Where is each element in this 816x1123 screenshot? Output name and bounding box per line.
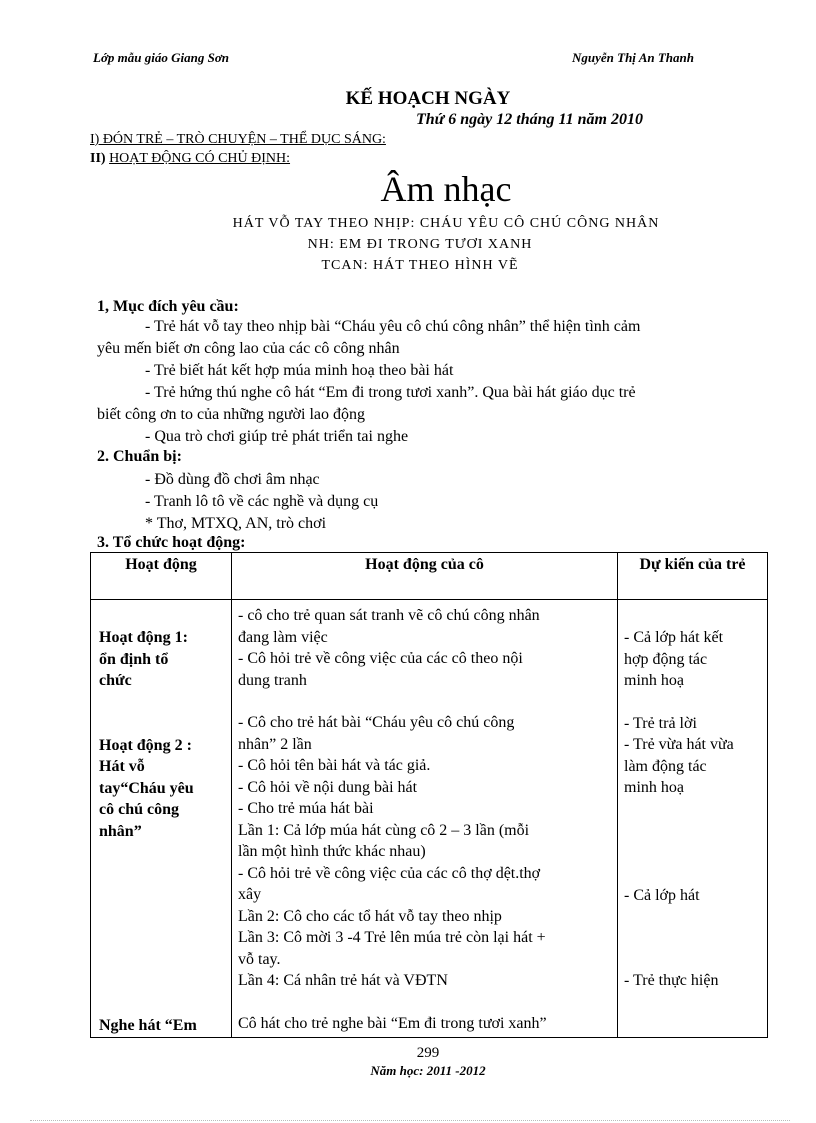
teacher-2-line-12: vỗ tay. xyxy=(238,950,281,968)
section-welcome: I) ĐÓN TRẺ – TRÒ CHUYỆN – THỂ DỤC SÁNG: xyxy=(90,132,386,147)
purpose-line-2: yêu mến biết ơn công lao của các cô công nhân xyxy=(97,340,400,357)
children-2-line-4: minh hoạ xyxy=(624,779,684,796)
children-2-line-3: làm động tác xyxy=(624,757,707,775)
header-school: Lớp mẫu giáo Giang Sơn xyxy=(93,50,230,65)
purpose-line-6: - Qua trò chơi giúp trẻ phát triển tai nghe xyxy=(145,428,409,445)
table-header-row xyxy=(91,553,768,600)
teacher-3-line-1: Cô hát cho trẻ nghe bài “Em đi trong tươi xanh” xyxy=(238,1014,547,1032)
section-activity-label: HOẠT ĐỘNG CÓ CHỦ ĐỊNH: xyxy=(109,151,291,166)
children-3-line-1: - Cả lớp hát xyxy=(624,886,700,904)
teacher-2-line-1: - Cô cho trẻ hát bài “Cháu yêu cô chú công xyxy=(238,714,515,731)
purpose-line-4: - Trẻ hứng thú nghe cô hát “Em đi trong tươi xanh”. Qua bài hát giáo dục trẻ xyxy=(145,384,636,401)
prep-heading: 2. Chuẩn bị: xyxy=(97,448,182,465)
teacher-2-line-5: - Cho trẻ múa hát bài xyxy=(238,800,374,817)
teacher-2-line-7: lần một hình thức khác nhau) xyxy=(238,843,426,860)
activity-2-line-1: Hoạt động 2 : xyxy=(99,736,192,754)
activity-1-line-2: ổn định tổ xyxy=(99,650,169,668)
page-number: 299 xyxy=(416,1045,440,1061)
page-title: KẾ HOẠCH NGÀY xyxy=(345,88,511,109)
teacher-1-line-4: dung tranh xyxy=(238,671,307,689)
organization-heading: 3. Tổ chức hoạt động: xyxy=(97,534,246,551)
date-line: Thứ 6 ngày 12 tháng 11 năm 2010 xyxy=(416,111,643,128)
children-1-line-1: - Cả lớp hát kết xyxy=(624,629,724,646)
purpose-line-1: - Trẻ hát vỗ tay theo nhịp bài “Cháu yêu cô chú công nhân” thể hiện tình cảm xyxy=(145,318,641,335)
bottom-divider xyxy=(30,1120,790,1121)
purpose-line-5: biết công ơn to của những người lao động xyxy=(97,406,365,423)
section-activity xyxy=(90,151,290,167)
col-activity xyxy=(91,600,232,1038)
activity-2-line-3: tay“Cháu yêu xyxy=(99,779,194,797)
activity-2-line-2: Hát vỗ xyxy=(99,758,145,775)
teacher-1-line-1: - cô cho trẻ quan sát tranh vẽ cô chú công nhân xyxy=(238,607,540,624)
teacher-2-line-2: nhân” 2 lần xyxy=(238,735,312,753)
school-year: Năm học: 2011 -2012 xyxy=(370,1063,486,1078)
activity-2-line-4: cô chú công xyxy=(99,801,179,818)
activity-1-line-3: chức xyxy=(99,672,132,689)
subtitle-1: HÁT VỖ TAY THEO NHỊP: CHÁU YÊU CÔ CHÚ CÔNG NHÂN xyxy=(232,216,660,231)
prep-line-1: - Đồ dùng đồ chơi âm nhạc xyxy=(145,471,320,488)
table-body-row xyxy=(91,600,768,1038)
header-activity: Hoạt động xyxy=(91,553,232,600)
subtitle-3: TCAN: HÁT THEO HÌNH VẼ xyxy=(321,258,519,273)
header-teacher-activity: Hoạt động của cô xyxy=(232,553,618,600)
children-2-line-1: - Trẻ trả lời xyxy=(624,714,697,732)
purpose-heading: 1, Mục đích yêu cầu: xyxy=(97,298,239,315)
children-1-line-2: hợp động tác xyxy=(624,650,708,668)
col-teacher xyxy=(232,600,618,1038)
teacher-1-line-2: đang làm việc xyxy=(238,628,328,646)
prep-line-2: - Tranh lô tô về các nghề và dụng cụ xyxy=(145,493,379,510)
activity-1-line-1: Hoạt động 1: xyxy=(99,629,188,646)
header-expected-children: Dự kiến của trẻ xyxy=(618,553,768,600)
teacher-2-line-11: Lần 3: Cô mời 3 -4 Trẻ lên múa trẻ còn lại hát + xyxy=(238,929,546,946)
children-4-line-1: - Trẻ thực hiện xyxy=(624,972,719,989)
teacher-2-line-13: Lần 4: Cá nhân trẻ hát và VĐTN xyxy=(238,972,448,989)
section-activity-number: II) xyxy=(90,151,106,166)
teacher-2-line-3: - Cô hỏi tên bài hát và tác giả. xyxy=(238,757,431,774)
activity-3-line-1: Nghe hát “Em xyxy=(99,1017,197,1034)
purpose-line-3: - Trẻ biết hát kết hợp múa minh hoạ theo bài hát xyxy=(145,362,454,379)
subject-title: Âm nhạc xyxy=(380,169,512,209)
teacher-2-line-4: - Cô hỏi về nội dung bài hát xyxy=(238,778,418,796)
teacher-1-line-3: - Cô hỏi trẻ về công việc của các cô theo nội xyxy=(238,650,523,667)
children-2-line-2: - Trẻ vừa hát vừa xyxy=(624,736,734,753)
teacher-2-line-6: Lần 1: Cả lớp múa hát cùng cô 2 – 3 lần (mỗi xyxy=(238,821,530,839)
teacher-2-line-9: xây xyxy=(238,886,262,903)
children-1-line-3: minh hoạ xyxy=(624,672,684,689)
teacher-2-line-8: - Cô hỏi trẻ về công việc của các cô thợ dệt.thợ xyxy=(238,864,541,882)
teacher-2-line-10: Lần 2: Cô cho các tổ hát vỗ tay theo nhịp xyxy=(238,907,502,925)
subtitle-2: NH: EM ĐI TRONG TƯƠI XANH xyxy=(307,237,533,252)
header-teacher: Nguyễn Thị An Thanh xyxy=(572,50,694,65)
col-children xyxy=(618,600,768,1038)
activity-2-line-5: nhân” xyxy=(99,822,142,840)
prep-line-3: * Thơ, MTXQ, AN, trò chơi xyxy=(145,515,327,532)
activity-table xyxy=(90,552,768,1038)
